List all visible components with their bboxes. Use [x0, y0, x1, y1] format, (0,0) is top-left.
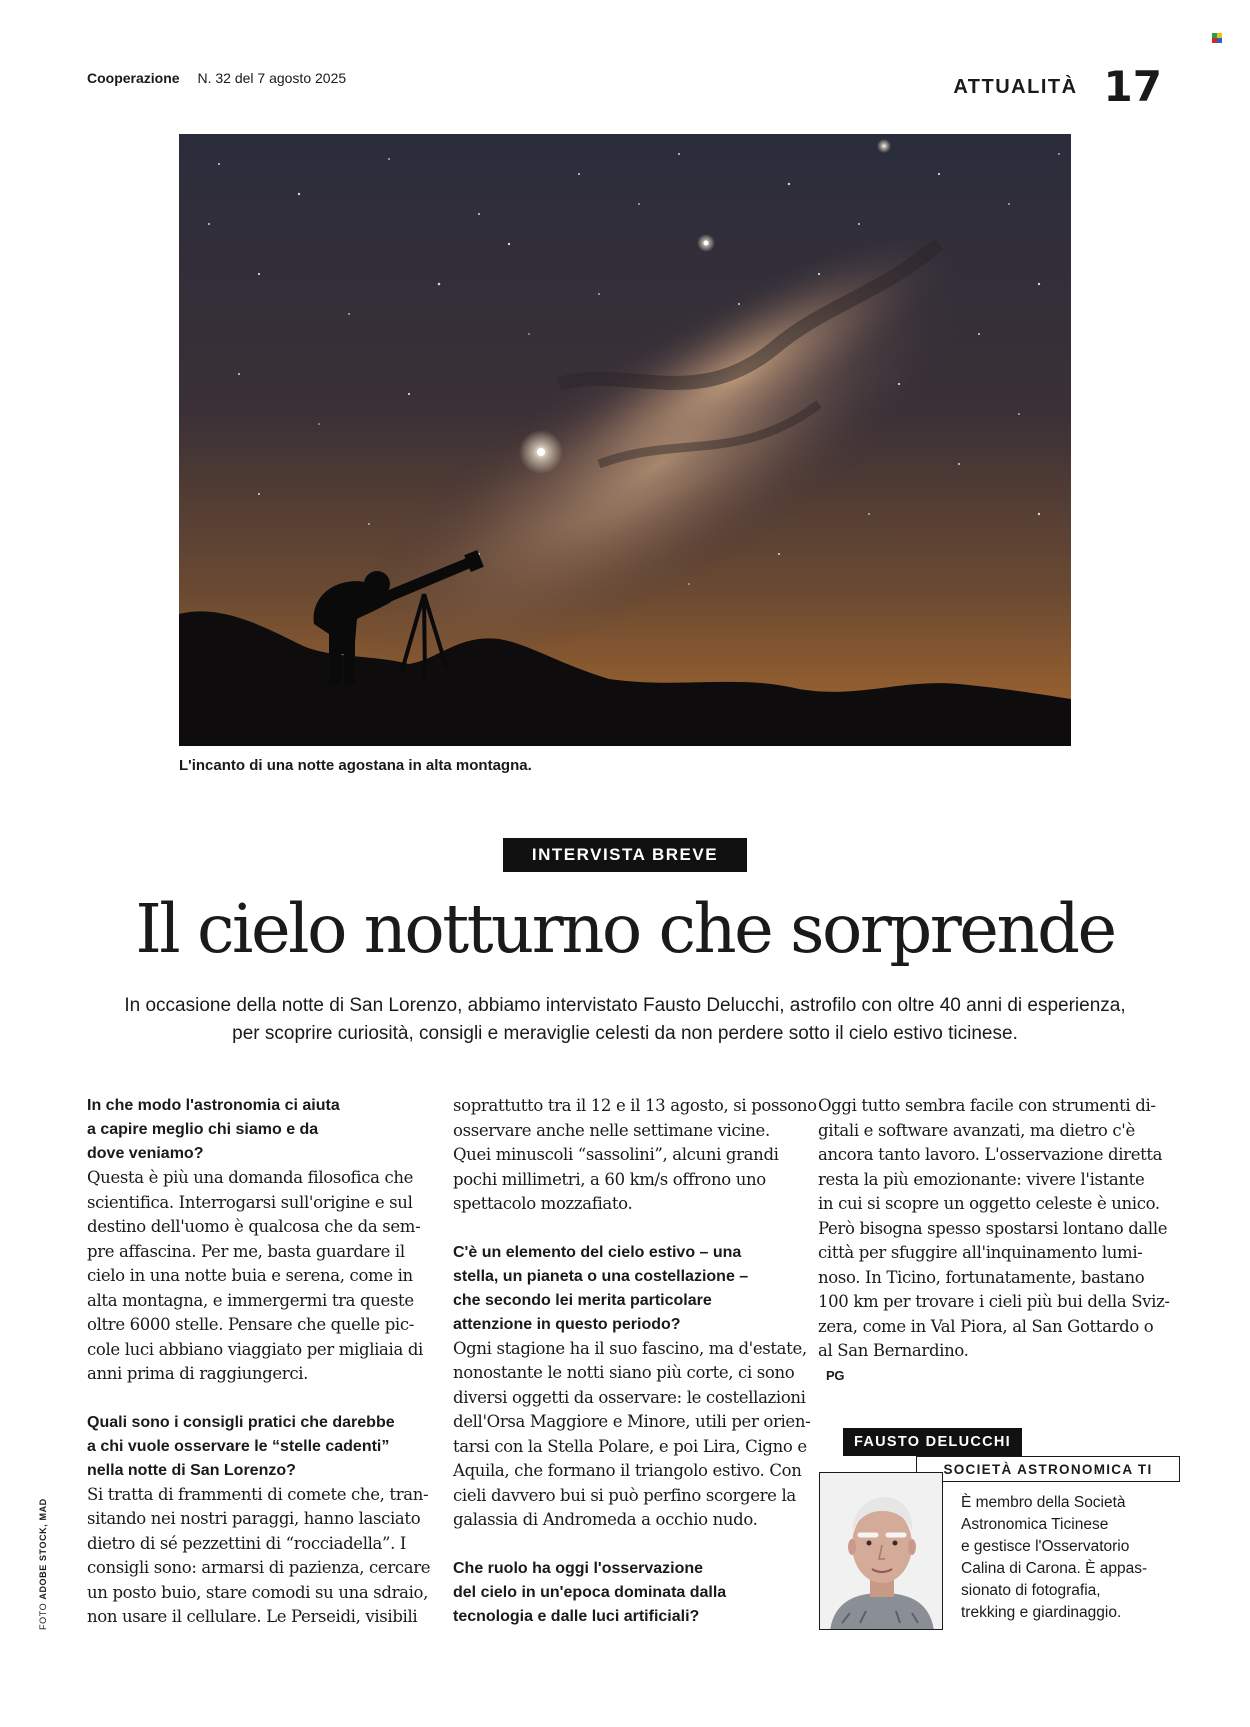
main-photo [179, 134, 1071, 746]
article-kicker: INTERVISTA BREVE [503, 838, 747, 872]
masthead [87, 70, 346, 86]
page-number: 17 [1103, 62, 1162, 111]
answer-line: ancora tanto lavoro. L'osservazione diretta [818, 1145, 1163, 1164]
answer-line: Questa è più una domanda filosofica che [87, 1168, 414, 1187]
question-line: C'è un elemento del cielo estivo – una [453, 1243, 742, 1261]
article-title: Il cielo notturno che sorprende [135, 890, 1115, 968]
section-label: ATTUALITÀ [953, 75, 1078, 98]
bio-line: sionato di fotografia, [961, 1582, 1101, 1599]
bio-line: trekking e giardinaggio. [961, 1604, 1122, 1621]
profile-portrait [819, 1472, 943, 1630]
answer-line: Aquila, che formano il triangolo estivo. Con [453, 1461, 802, 1480]
answer-line: destino dell'uomo è qualcosa che da sem- [87, 1217, 421, 1236]
question-line: tecnologia e dalle luci artificiali? [453, 1607, 700, 1625]
answer-line: al San Bernardino. [818, 1341, 969, 1360]
question-line: del cielo in un'epoca dominata dalla [453, 1583, 727, 1601]
bio-line: e gestisce l'Osservatorio [961, 1538, 1130, 1555]
answer-line: dell'Orsa Maggiore e Minore, utili per orien- [453, 1412, 811, 1431]
answer-line: resta la più emozionante: vivere l'istante [818, 1169, 1145, 1189]
article-lead [60, 992, 1190, 1048]
answer-line: Ogni stagione ha il suo fascino, ma d'estate, [453, 1338, 807, 1358]
portrait-illustration [820, 1473, 943, 1630]
question-line: In che modo l'astronomia ci aiuta [87, 1097, 340, 1114]
question-1 [87, 1094, 437, 1166]
answer-line: anni prima di raggiungerci. [87, 1364, 309, 1383]
question-3 [453, 1241, 803, 1337]
publication-name: Cooperazione [87, 70, 180, 86]
answer-line: Oggi tutto sembra facile con strumenti di- [818, 1096, 1156, 1115]
question-line: attenzione in questo periodo? [453, 1315, 681, 1333]
question-line: nella notte di San Lorenzo? [87, 1461, 296, 1479]
answer-line: gitali e software avanzati, ma dietro c'è [818, 1120, 1135, 1140]
answer-line: 100 km per trovare i cieli più bui della Sviz- [818, 1292, 1170, 1311]
profile-organization: SOCIETÀ ASTRONOMICA TI [916, 1456, 1180, 1482]
answer-line: tarsi con la Stella Polare, e poi Lira, Cigno e [453, 1436, 807, 1456]
question-line: Quali sono i consigli pratici che darebbe [87, 1413, 395, 1431]
answer-line: alta montagna, e immergermi tra queste [87, 1290, 414, 1310]
answer-line-last [818, 1339, 1168, 1388]
answer-line: galassia di Andromeda a occhio nudo. [453, 1510, 758, 1529]
answer-line: noso. In Ticino, fortunatamente, bastano [818, 1267, 1145, 1287]
article-column-2 [453, 1094, 817, 1629]
bio-line: È membro della Società [961, 1494, 1126, 1511]
answer-4 [818, 1094, 1168, 1388]
bio-line: Astronomica Ticinese [961, 1516, 1109, 1533]
answer-line: nonostante le notti siano più corte, ci sono [453, 1363, 795, 1382]
article-column-1 [87, 1094, 437, 1630]
question-line: a capire meglio chi siamo e da [87, 1121, 319, 1138]
question-line: Che ruolo ha oggi l'osservazione [453, 1559, 704, 1577]
answer-line: spettacolo mozzafiato. [453, 1194, 633, 1213]
issue-date: N. 32 del 7 agosto 2025 [197, 70, 347, 86]
answer-line: diversi oggetti da osservare: le costellazioni [453, 1387, 806, 1407]
answer-line: in cui si scopre un oggetto celeste è unico. [818, 1194, 1160, 1213]
answer-line: città per sfuggire all'inquinamento lumi- [818, 1243, 1143, 1262]
answer-line: sitando nei nostri paraggi, hanno lasciato [87, 1509, 421, 1528]
article-column-3 [818, 1094, 1168, 1388]
answer-line: cole luci abbiano viaggiato per migliaia di [87, 1339, 423, 1359]
question-4 [453, 1557, 803, 1629]
print-registration-mark [1212, 33, 1222, 43]
profile-name: FAUSTO DELUCCHI [843, 1428, 1022, 1456]
credit-label: FOTO [38, 1602, 48, 1630]
answer-line: consigli sono: armarsi di pazienza, cercare [87, 1558, 431, 1577]
answer-2 [87, 1483, 437, 1630]
night-sky-telescope-illustration [179, 134, 1071, 746]
answer-line: pochi millimetri, a 60 km/s offrono uno [453, 1169, 766, 1189]
answer-line: scientifica. Interrogarsi sull'origine e sul [87, 1192, 413, 1212]
answer-2-continued [453, 1094, 817, 1217]
credit-source: ADOBE STOCK, MAD [38, 1498, 48, 1600]
answer-3 [453, 1337, 811, 1533]
photo-credit [38, 1498, 48, 1630]
answer-line: Quei minuscoli “sassolini”, alcuni grandi [453, 1145, 779, 1164]
answer-line: cieli davvero bui si può perfino scorgere la [453, 1485, 796, 1505]
answer-1 [87, 1166, 437, 1387]
answer-line: un posto buio, stare comodi su una sdraio, [87, 1582, 429, 1602]
answer-line: Però bisogna spesso spostarsi lontano dalle [818, 1218, 1168, 1238]
section-header [953, 62, 1162, 111]
question-line: dove veniamo? [87, 1145, 204, 1162]
bio-line: Calina di Carona. È appas- [961, 1560, 1148, 1577]
answer-line: soprattutto tra il 12 e il 13 agosto, si possono [453, 1096, 817, 1115]
question-line: stella, un pianeta o una costellazione – [453, 1267, 749, 1285]
answer-line: non usare il cellulare. Le Perseidi, visibili [87, 1607, 418, 1626]
answer-line: pre affascina. Per me, basta guardare il [87, 1241, 405, 1261]
lead-line: per scoprire curiosità, consigli e meraviglie celesti da non perdere sotto il cielo estivo ticinese. [232, 1023, 1018, 1044]
answer-line: dietro di sé pezzettini di “rocciadella”. I [87, 1533, 407, 1553]
answer-line: oltre 6000 stelle. Pensare che quelle pic- [87, 1315, 414, 1334]
answer-line: cielo in una notte buia e serena, come in [87, 1266, 413, 1285]
lead-line: In occasione della notte di San Lorenzo, abbiamo intervistato Fausto Delucchi, astrofilo con oltre 40 anni di esperienza, [124, 995, 1126, 1016]
profile-bio [961, 1492, 1191, 1624]
answer-line: Si tratta di frammenti di comete che, tran- [87, 1484, 429, 1504]
question-line: che secondo lei merita particolare [453, 1291, 712, 1309]
question-2 [87, 1411, 437, 1483]
photo-caption: L'incanto di una notte agostana in alta montagna. [179, 757, 532, 774]
author-signature: PG [826, 1367, 845, 1383]
answer-line: osservare anche nelle settimane vicine. [453, 1120, 770, 1140]
answer-line: zera, come in Val Piora, al San Gottardo o [818, 1316, 1154, 1336]
question-line: a chi vuole osservare le “stelle cadenti” [87, 1437, 390, 1455]
